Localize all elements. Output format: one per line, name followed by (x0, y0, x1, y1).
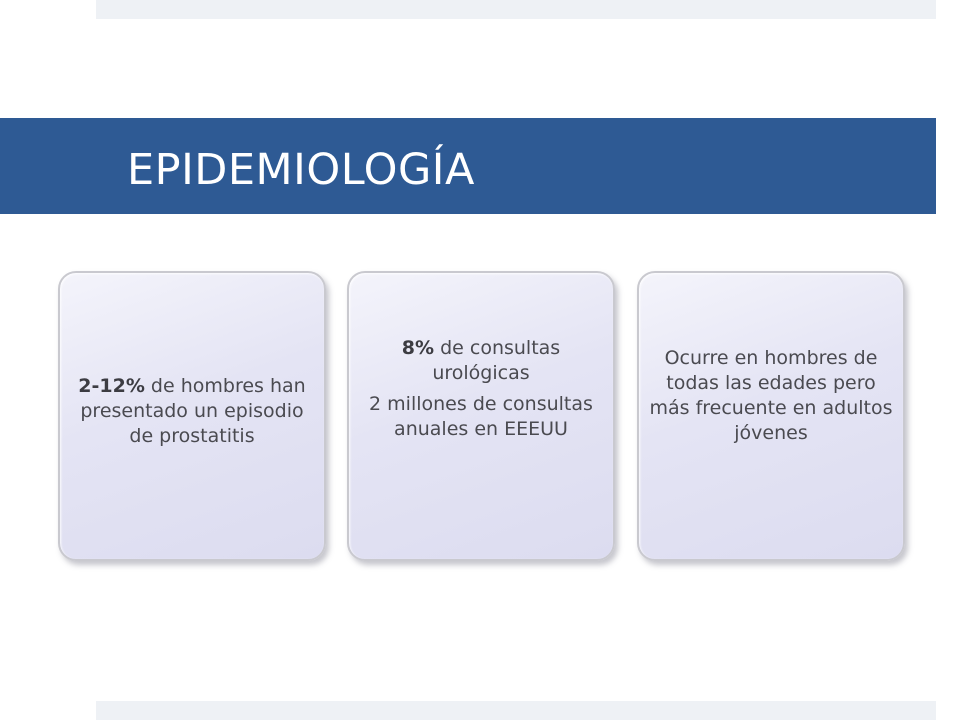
info-card-consultations (347, 271, 615, 561)
card-highlight: 8% (401, 336, 435, 359)
card-text (68, 374, 316, 449)
card-secondary-text: 2 millones de consultas anuales en EEEUU (369, 392, 593, 440)
card-body: de consultas urológicas (432, 336, 561, 384)
card-text (357, 336, 605, 386)
card-content (647, 346, 895, 446)
card-content (357, 336, 605, 442)
slide-title: EPIDEMIOLOGÍA (127, 145, 475, 195)
card-highlight: 2-12% (78, 374, 145, 397)
card-body: de hombres han presentado un episodio de prostatitis (80, 374, 306, 447)
card-body: Ocurre en hombres de todas las edades pero más frecuente en adultos jóvenes (649, 347, 893, 444)
top-decorative-strip (96, 0, 936, 19)
info-card-age (637, 271, 905, 561)
card-content (68, 374, 316, 449)
title-bar (0, 118, 936, 214)
bottom-decorative-strip (96, 701, 936, 720)
info-card-prevalence (58, 271, 326, 561)
